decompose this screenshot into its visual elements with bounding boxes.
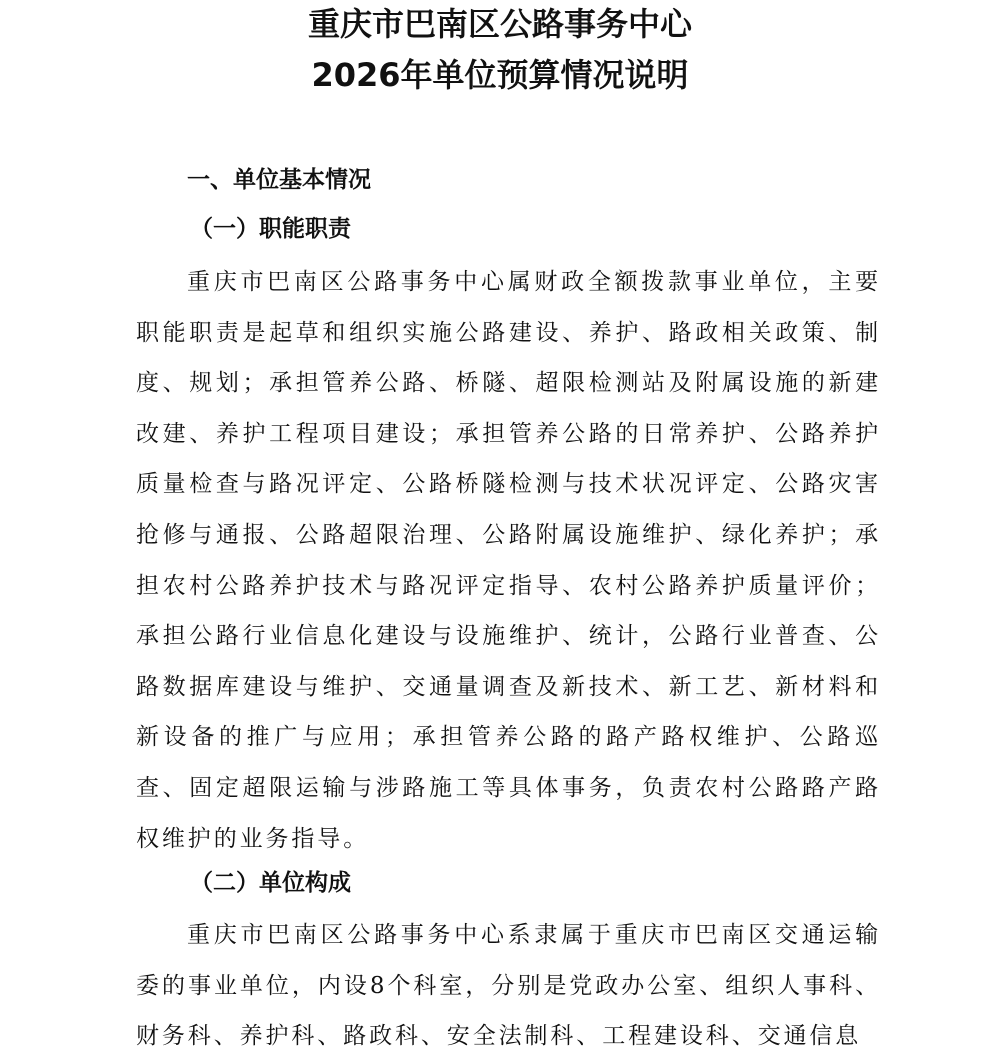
- document-title-line2: 2026年单位预算情况说明: [311, 56, 689, 94]
- paragraph-functions: 重庆市巴南区公路事务中心属财政全额拨款事业单位，主要职能职责是起草和组织实施公路建设、养护、路政相关政策、制度、规划；承担管养公路、桥隧、超限检测站及附属设施的新建改建、养护工程项目建设；承担管养公路的日常养护、公路养护质量检查与路况评定、公路桥隧检测与技术状况评定、公路灾害抢修与通报、公路超限治理、公路附属设施维护、绿化养护；承担农村公路养护技术与路况评定指导、农村公路养护质量评价；承担公路行业信息化建设与设施维护、统计，公路行业普查、公路数据库建设与维护、交通量调查及新技术、新工艺、新材料和新设备的推广与应用；承担管养公路的路产路权维护、公路巡查、固定超限运输与涉路施工等具体事务，负责农村公路路产路权维护的业务指导。: [136, 269, 881, 852]
- subheading-functions: （一）职能职责: [190, 216, 351, 242]
- section-heading-basic-info: 一、单位基本情况: [187, 167, 371, 193]
- paragraph-composition: 重庆市巴南区公路事务中心系隶属于重庆市巴南区交通运输委的事业单位，内设8个科室，分别是党政办公室、组织人事科、财务科、养护科、路政科、安全法制科、工程建设科、交通信息: [136, 922, 881, 1050]
- document-title-line1: 重庆市巴南区公路事务中心: [307, 5, 692, 43]
- subheading-composition: （二）单位构成: [190, 870, 351, 896]
